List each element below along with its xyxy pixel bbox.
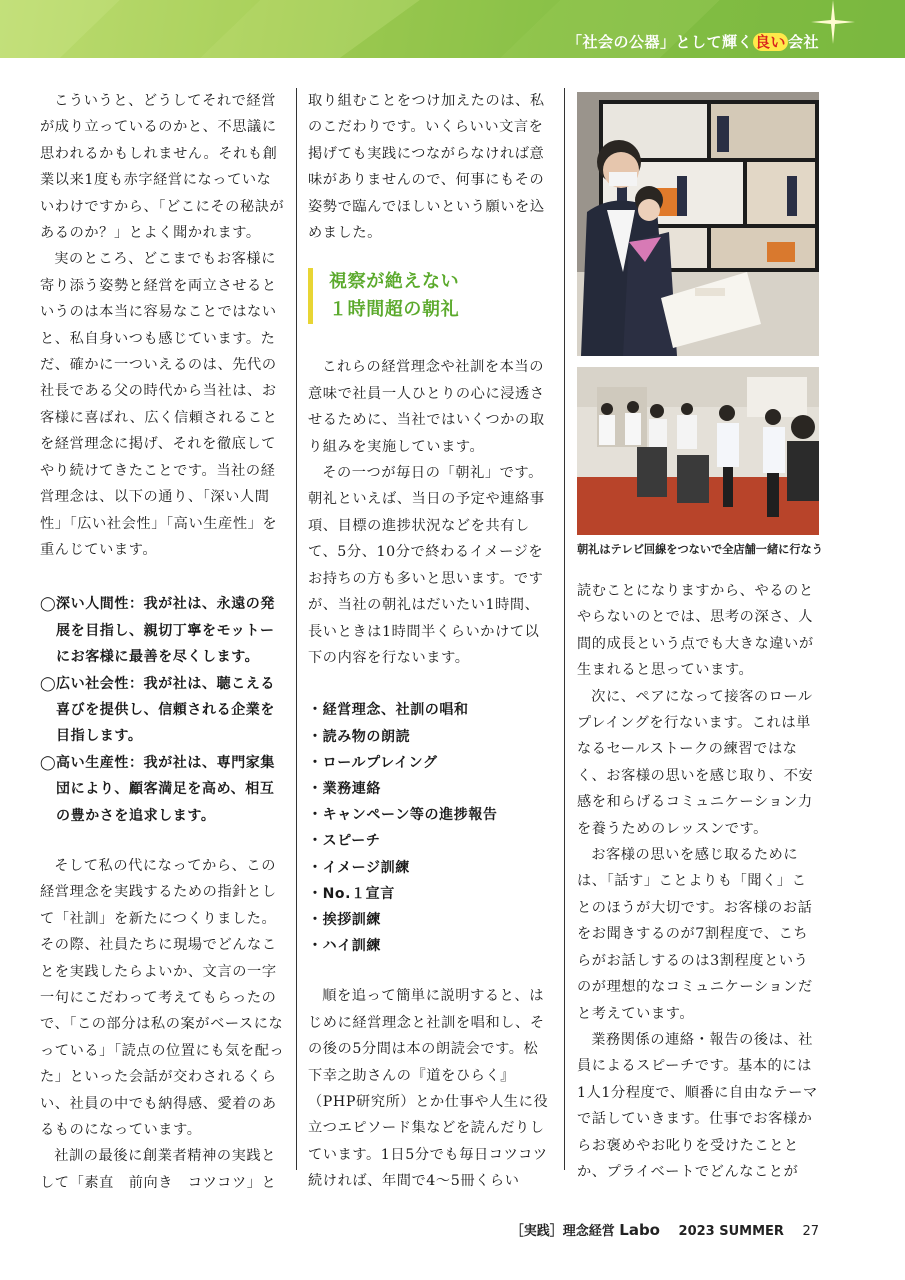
photo-role-playing [577, 367, 819, 535]
paragraph: そして私の代になってから、この経営理念を実践するための指針として「社訓」を新たにつくりました。その際、社員たちに現場でどんなことを実践したらよいか、文言の一字一句にこだわって考えてもらったので、「この部分は私の案がベースになっている」「読点の位置にも気を配った」といった会話が交わされるくらい、社員の中でも納得感、愛着のあるものになっています。 [40, 857, 285, 1139]
column-divider [564, 88, 565, 1170]
page-number: 27 [802, 1224, 819, 1239]
paragraph: お客様の思いを感じ取るためには、「話す」ことよりも「聞く」ことのほうが大切です。お客様のお話をお聞きするのが7割程度で、こちらがお話しするのは3割程度というのが理想的なコミュニケーションだと考えています。 [577, 847, 813, 1022]
column-1 [40, 88, 286, 1196]
list-item: ・ 経営理念、社訓の唱和 [308, 697, 552, 723]
management-principles [40, 591, 286, 829]
circle-mark: ◯ [40, 596, 57, 613]
paragraph: 読むことになりますから、やるのとやらないのとでは、思考の深さ、人間的成長という点でも大きな違いが生まれると思っています。 [577, 583, 814, 679]
paragraph: 次に、ペアになって接客のロールプレイングを行ないます。これは単なるセールストークの練習ではなく、お客様の思いを感じ取り、不安感を和らげるコミュニケーション力を養うためのレッスンです。 [577, 688, 814, 837]
list-item: ・ スピーチ [308, 828, 552, 854]
list-item: ・ キャンペーン等の進捗報告 [308, 802, 552, 828]
morning-meeting-list [308, 697, 552, 959]
list-item: ・ ロールプレイング [308, 750, 552, 776]
paragraph: 取り組むことをつけ加えたのは、私のこだわりです。いくらいい文言を掲げても実践につながらなければ意味がありませんので、何事にもその姿勢で臨んでほしいという願いを込めました。 [308, 93, 545, 242]
paragraph: こういうと、どうしてそれで経営が成り立っているのかと、不思議に思われるかもしれません。それも創業以来1度も赤字経営になっていないわけですから、「どこにその秘訣があるのか？」とよく聞かれます。 [40, 93, 285, 242]
principle-item [40, 750, 286, 829]
list-item: ・ 挨拶訓練 [308, 907, 552, 933]
footer-issue: 2023 SUMMER [678, 1224, 784, 1239]
footer-magazine: 理念経営 [562, 1224, 615, 1239]
circle-mark: ◯ [40, 754, 57, 771]
series-title-pre: 「社会の公器」として輝く [566, 33, 753, 51]
footer-logo: Labo [619, 1221, 660, 1239]
photo-illustration [577, 367, 819, 535]
photo-illustration [577, 92, 819, 356]
list-item: ・ 読み物の朗読 [308, 724, 552, 750]
principle-item [40, 671, 286, 750]
list-item: ・ イメージ訓練 [308, 855, 552, 881]
circle-mark: ◯ [40, 675, 57, 692]
principle-text: 深い人間性：我が社は、永遠の発展を目指し、親切丁寧をモットーにお客様に最善を尽くします。 [56, 596, 275, 666]
photo-caption: 朝礼はテレビ回線をつないで全店舗一緒に行なう [577, 543, 823, 556]
principle-item [40, 591, 286, 670]
paragraph: その一つが毎日の「朝礼」です。朝礼といえば、当日の予定や連絡事項、目標の進捗状況などを共有して、5分、10分で終わるイメージをお持ちの方も多いと思います。ですが、当社の朝礼はだいたい1時間、長いときは1時間半くらいかけて以下の内容を行ないます。 [308, 465, 545, 666]
section-heading-line-1: 視察が絶えない [329, 271, 460, 293]
photo-video-conference [577, 92, 819, 356]
sparkle-icon [811, 0, 855, 44]
series-title-highlight: 良い [754, 33, 786, 51]
section-heading [308, 268, 552, 324]
principle-text: 高い生産性：我が社は、専門家集団により、顧客満足を高め、相互の豊かさを追求します。 [56, 754, 275, 824]
paragraph: 社訓の最後に創業者精神の実践として「素直 前向き コツコツ」と [40, 1148, 277, 1191]
paragraph: 業務関係の連絡・報告の後は、社員によるスピーチです。基本的には1人1分程度で、順番に自由なテーマで話していきます。仕事でお客様からお褒めやお叱りを受けたこととか、プライベートでどんなことが [577, 1031, 818, 1180]
paragraph: 実のところ、どこまでもお客様に寄り添う姿勢と経営を両立させるというのは本当に容易なことではないと、私自身いつも感じています。ただ、確かに一ついえるのは、先代の社長である父の時代から当社は、お客様に喜ばれ、広く信頼されることを経営理念に掲げ、それを徹底してやり続けてきたことです。当社の経営理念は、以下の通り、「深い人間性」「広い社会性」「高い生産性」を重んじています。 [40, 251, 278, 558]
column-divider [296, 88, 297, 1170]
series-title [567, 30, 819, 54]
list-item: ・ 業務連絡 [308, 776, 552, 802]
column-2 [308, 88, 552, 1195]
list-item: ・ No.１宣言 [308, 881, 552, 907]
column-3 [577, 578, 819, 1185]
page-footer [511, 1220, 819, 1240]
footer-bracket: ［実践］ [510, 1224, 563, 1239]
series-title-post: 会社 [787, 33, 819, 51]
paragraph: これらの経営理念や社訓を本当の意味で社員一人ひとりの心に浸透させるために、当社ではいくつかの取り組みを実施しています。 [308, 359, 545, 455]
section-heading-line-2: １時間超の朝礼 [329, 299, 460, 321]
header-band [0, 0, 905, 58]
list-item: ・ ハイ訓練 [308, 933, 552, 959]
paragraph: 順を追って簡単に説明すると、はじめに経営理念と社訓を唱和し、その後の5分間は本の朗読会です。松下幸之助さんの『道をひらく』（PHP研究所）とか仕事や人生に役立つエピソード集などを読んだりしています。1日5分でも毎日コツコツ続ければ、年間で4～5冊くらい [308, 988, 549, 1190]
principle-text: 広い社会性：我が社は、聴こえる喜びを提供し、信頼される企業を目指します。 [56, 675, 275, 745]
